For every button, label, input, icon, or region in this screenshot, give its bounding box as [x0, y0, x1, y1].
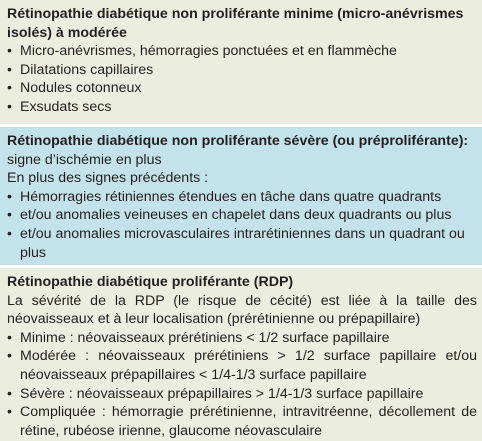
list-item: • et/ou anomalies veineuses en chapelet dans deux quadrants ou plus — [7, 206, 477, 225]
section-intro: En plus des signes précédents : — [7, 170, 209, 187]
severity-list — [7, 329, 477, 441]
section-intro: La sévérité de la RDP (le risque de cécité) est liée à la taille des néovaisseaux et à leur localisation (prérétinienne ou prépapillaire) — [7, 292, 477, 328]
section-title: Rétinopathie diabétique non proliférante minime (micro-anévrismes isolés) à modérée — [7, 6, 464, 41]
list-item: • Sévère : néovaisseaux prépapillaires > 1/4-1/3 surface papillaire — [7, 385, 477, 404]
section-title — [7, 132, 477, 169]
signs-list — [7, 42, 477, 116]
list-item: • Minime : néovaisseaux prérétiniens < 1/2 surface papillaire — [7, 329, 477, 348]
list-item: • Compliquée : hémorragie prérétinienne, intravitréenne, décollement de rétine, rubéose irienne, glaucome néovasculaire — [7, 403, 477, 440]
list-item: • et/ou anomalies microvasculaires intrarétiniennes dans un quadrant ou plus — [7, 225, 477, 262]
section-minimal-moderate — [0, 0, 482, 124]
section-title-suffix: signe d’ischémie en plus — [7, 151, 162, 168]
list-item: • Hémorragies rétiniennes étendues en tâche dans quatre quadrants — [7, 188, 477, 207]
list-item: • Micro-anévrismes, hémorragies ponctuées et en flammèche — [7, 42, 477, 61]
list-item: • Dilatations capillaires — [7, 61, 477, 80]
list-item: • Nodules cotonneux — [7, 79, 477, 98]
list-item: • Exsudats secs — [7, 98, 477, 117]
section-severe — [0, 124, 482, 265]
section-proliferative — [0, 265, 482, 441]
section-title: Rétinopathie diabétique proliférante (RDP) — [7, 274, 294, 290]
signs-list — [7, 188, 477, 262]
list-item: • Modérée : néovaisseaux prérétiniens > 1/2 surface papillaire et/ou néovaisseaux prépapillaires < 1/4-1/3 surface papillaire — [7, 347, 477, 384]
section-title-bold: Rétinopathie diabétique non proliférante sévère (ou préproliférante): — [7, 133, 469, 149]
